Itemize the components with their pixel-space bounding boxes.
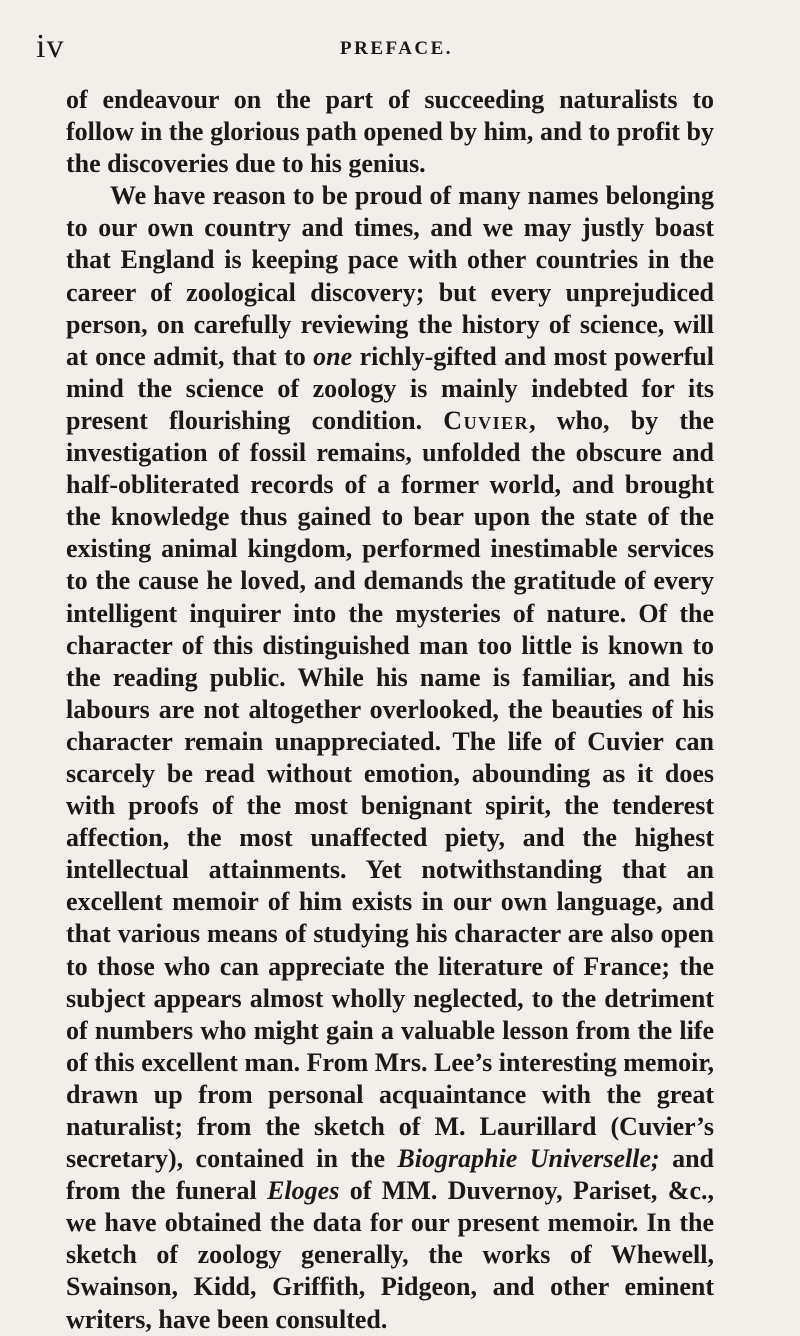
title-biographie-universelle: Biographie Universelle; <box>397 1144 660 1174</box>
running-head: PREFACE. <box>340 38 454 59</box>
page-header <box>36 28 736 68</box>
emphasis-one: one <box>313 341 353 371</box>
paragraph-2-part-b: richly-gifted and most powerful mind the science of zoology is mainly indebted for its present flourishing condition. <box>66 341 714 435</box>
name-cuvier: Cuvier <box>443 405 530 435</box>
page-number: iv <box>36 28 65 65</box>
paragraph-1: of endeavour on the part of succeeding naturalists to follow in the glorious path opened by him, and to profit by the discoveries due to his genius. <box>66 85 714 179</box>
paragraph-2-part-d: and from the funeral <box>66 1144 714 1206</box>
paragraph-2-part-a: We have reason to be proud of many names belonging to our own country and times, and we may justly boast that England is keeping pace with other countries in the career of zoological discovery; but every unprejudiced person, on carefully reviewing the history of science, will at once admit, that to <box>66 181 714 371</box>
paragraph-2-part-c: , who, by the investigation of fossil remains, unfolded the obscure and half-obliterated records of a former world, and brought the knowledge thus gained to bear upon the state of the existing animal kingdom, performed inestimable services to the cause he loved, and demands the gratitude of every intelligent inquirer into the mysteries of nature. Of the character of this distinguished man too little is known to the reading public. While his name is familiar, and his labours are not altogether overlooked, the beauties of his character remain unappreciated. The life of Cuvier can scarcely be read without emotion, abounding as it does with proofs of the most benignant spirit, the tenderest affection, the most unaffected piety, and the highest intellectual attainments. Yet notwithstanding that an excellent memoir of him exists in our own language, and that various means of studying his character are also open to those who can appreciate the literature of France; the subject appears almost wholly neglected, to the detriment of numbers who might gain a valuable lesson from the life of this excellent man. From Mrs. Lee’s interesting memoir, drawn up from personal acquaintance with the great naturalist; from the sketch of M. Laurillard (Cuvier’s secretary), contained in the <box>66 405 714 1174</box>
paragraph-2 <box>66 180 714 1335</box>
body-text <box>66 84 714 1336</box>
title-eloges: Eloges <box>267 1176 340 1206</box>
paragraph-2-part-e: of MM. Duvernoy, Pariset, &c., we have obtained the data for our present memoir. In the sketch of zoology generally, the works of Whewell, Swainson, Kidd, Griffith, Pidgeon, and other eminent writers, have been consulted. <box>66 1176 714 1334</box>
